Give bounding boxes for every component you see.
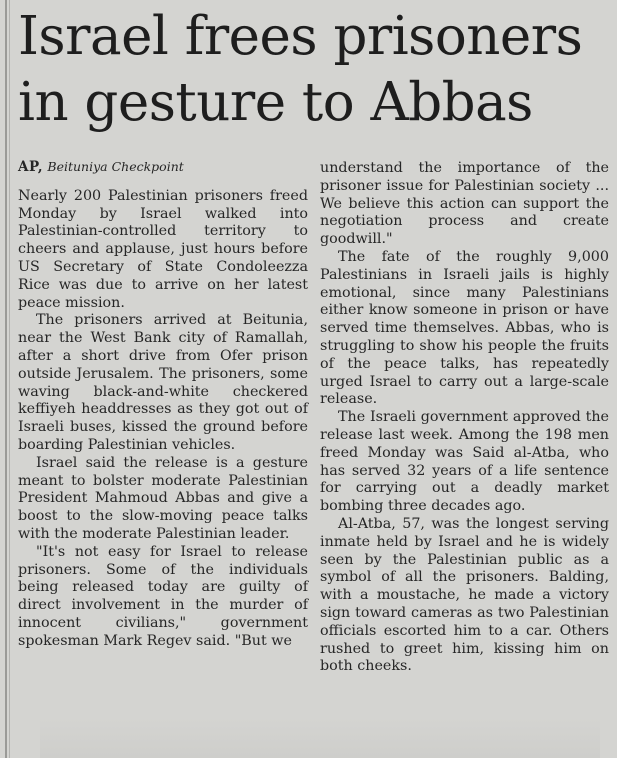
column-rule-inner bbox=[9, 0, 10, 758]
paragraph: The fate of the roughly 9,000 Palestinians in Israeli jails is highly emotional, since many Palestinians either know someone in prison or have served time themselves. Abbas, who is struggling to show his people the fruits of the peace talks, has repeatedly urged Israel to carry out a large-scale release. bbox=[320, 248, 609, 408]
byline-agency: AP, bbox=[18, 159, 44, 175]
paragraph: "It's not easy for Israel to release prisoners. Some of the individuals being released today are guilty of direct involvement in the murder of innocent civilians," government spokesman Mark Regev said. "But we bbox=[18, 543, 308, 649]
paragraph: Israel said the release is a gesture meant to bolster moderate Palestinian President Mahmoud Abbas and give a boost to the slow-moving peace talks with the moderate Palestinian leader. bbox=[18, 454, 308, 542]
paragraph: understand the importance of the prisoner issue for Palestinian society ... We believe this action can support the negotiation process and create goodwill." bbox=[320, 160, 609, 248]
paragraph: The prisoners arrived at Beitunia, near the West Bank city of Ramallah, after a short drive from Ofer prison outside Jerusalem. The prisoners, some waving black-and-white checkered keffiyeh headdresses as they got out of Israeli buses, kissed the ground before boarding Palestinian vehicles. bbox=[18, 312, 308, 453]
print-smudge bbox=[40, 718, 600, 758]
paragraph: Al-Atba, 57, was the longest serving inmate held by Israel and he is widely seen by the Palestinian public as a symbol of all the prisoners. Balding, with a moustache, he made a victory sign toward cameras as two Palestinian officials escorted him to a car. Others rushed to greet him, kissing him on both cheeks. bbox=[320, 515, 609, 675]
paragraph: The Israeli government approved the release last week. Among the 198 men freed Monday was Said al-Atba, who has served 32 years of a life sentence for carrying out a deadly market bombing three decades ago. bbox=[320, 409, 609, 515]
column-rule bbox=[5, 0, 7, 758]
article-column-left bbox=[18, 158, 308, 651]
headline: Israel frees prisoners in gesture to Abbas bbox=[18, 6, 583, 133]
byline-place: Beituniya Checkpoint bbox=[47, 159, 184, 174]
byline bbox=[18, 158, 308, 177]
article-column-right bbox=[320, 160, 609, 676]
paragraph: Nearly 200 Palestinian prisoners freed Monday by Israel walked into Palestinian-controlled territory to cheers and applause, just hours before US Secretary of State Condoleezza Rice was due to arrive on her latest peace mission. bbox=[18, 187, 308, 311]
